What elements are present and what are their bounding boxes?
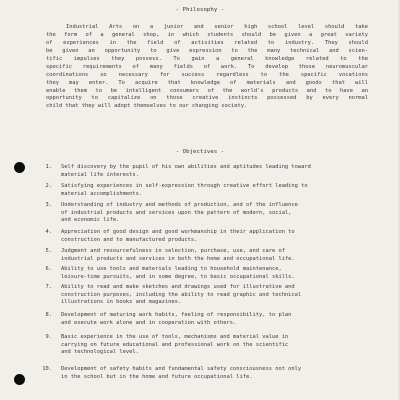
objectives-heading: - Objectives - (175, 149, 225, 155)
objective-line: construction and to manufactured products. (61, 236, 198, 243)
objective-line: Basic experience in the use of tools, mechanisms and material value in (61, 334, 289, 340)
philosophy-line: of experiences in the field of activities related to industry. They should (46, 39, 368, 46)
objective-number: 1. (45, 164, 52, 170)
philosophy-heading: - Philosophy - (175, 7, 225, 13)
objective-line: construction purposes, including the ability to read graphic and technical (61, 291, 302, 298)
objective-line: Ability to use tools and materials leading to household maintenance, (61, 266, 282, 272)
objective-line: in the school but in the home and future occupational life. (61, 373, 253, 380)
objective-text (61, 312, 367, 327)
philosophy-line: coordinations so necessary for success regardless to the specific vocations (46, 71, 368, 78)
objective-number: 3. (45, 202, 52, 208)
objective-text (61, 284, 367, 307)
objective-line: Self discovery by the pupil of his own abilities and aptitudes leading toward (61, 164, 311, 170)
philosophy-line: child that they will adopt themselves to our changing society. (46, 103, 248, 110)
objective-text (61, 183, 367, 198)
objective-line: leisure-time pursuits, and in some degree, to basic occupational skills. (61, 273, 295, 280)
objective-line: and execute work alone and in cooperation with others. (61, 319, 237, 326)
philosophy-line: be given an opportunity to give expression to the many technical and scien- (46, 47, 368, 54)
objective-line: Judgment and resourcefulness in selection, purchase, use, and care of (61, 248, 285, 254)
objective-text (61, 164, 367, 179)
objective-number: 9. (45, 334, 52, 340)
objective-number: 7. (45, 284, 52, 290)
philosophy-line: tific impulses they possess. To gain a general knowledge related to the (46, 55, 368, 62)
philosophy-paragraph (46, 24, 368, 111)
objective-line: and technological level. (61, 349, 139, 356)
objective-number: 8. (45, 312, 52, 318)
objective-number: 2. (45, 183, 52, 189)
objective-line: of industrial products and services upon the pattern of modern, social, (61, 209, 292, 216)
objective-number: 5. (45, 248, 52, 254)
objective-text (61, 248, 367, 263)
objective-line: industrial products and services in both the home and occupational life. (61, 255, 295, 262)
objective-line: Development of safety habits and fundamental safety consciousness not only (61, 366, 302, 372)
objective-number: 4. (45, 229, 52, 235)
objective-line: carrying on future educational and professional work on the scientific (61, 341, 289, 348)
objective-line: Satisfying experiences in self-expression through creative effort leading to (61, 183, 308, 189)
objective-text (61, 266, 367, 281)
objective-line: Appreciation of good design and good workmanship in their application to (61, 229, 295, 235)
philosophy-line: enable them to be intelligent consumers of the world's products and to have an (46, 87, 368, 94)
objective-text (61, 366, 367, 381)
objective-line: Development of maturing work habits, feeling of responsibility, to plan (61, 312, 292, 318)
objective-line: Understanding of industry and methods of production, and of the influence (61, 202, 298, 208)
philosophy-line: the form of a general shop, in which students should be given a great variety (46, 31, 368, 38)
objective-line: material life interests. (61, 171, 139, 178)
objective-text (61, 229, 367, 244)
objective-line: Ability to read and make sketches and drawings used for illustrative and (61, 284, 295, 290)
objective-line: illustrations in books and magazines. (61, 299, 182, 306)
objective-line: and economic life. (61, 217, 120, 224)
binder-hole-top (14, 162, 25, 173)
objective-number: 10. (42, 366, 52, 372)
binder-hole-bottom (14, 374, 25, 385)
objective-line: material accomplishments. (61, 190, 143, 197)
objective-text (61, 334, 367, 357)
philosophy-line: opportunity to capitalize on those creative instincts possessed by every normal (46, 95, 368, 102)
objective-number: 6. (45, 266, 52, 272)
objective-text (61, 202, 367, 225)
philosophy-line: specific requirements of many fields of work. To develop those neuromuscular (46, 63, 368, 70)
philosophy-line: Industrial Arts on a junior and senior high school level should take (66, 24, 368, 30)
philosophy-line: they may enter. To acquire that knowledge of materials and goods that will (46, 79, 368, 86)
